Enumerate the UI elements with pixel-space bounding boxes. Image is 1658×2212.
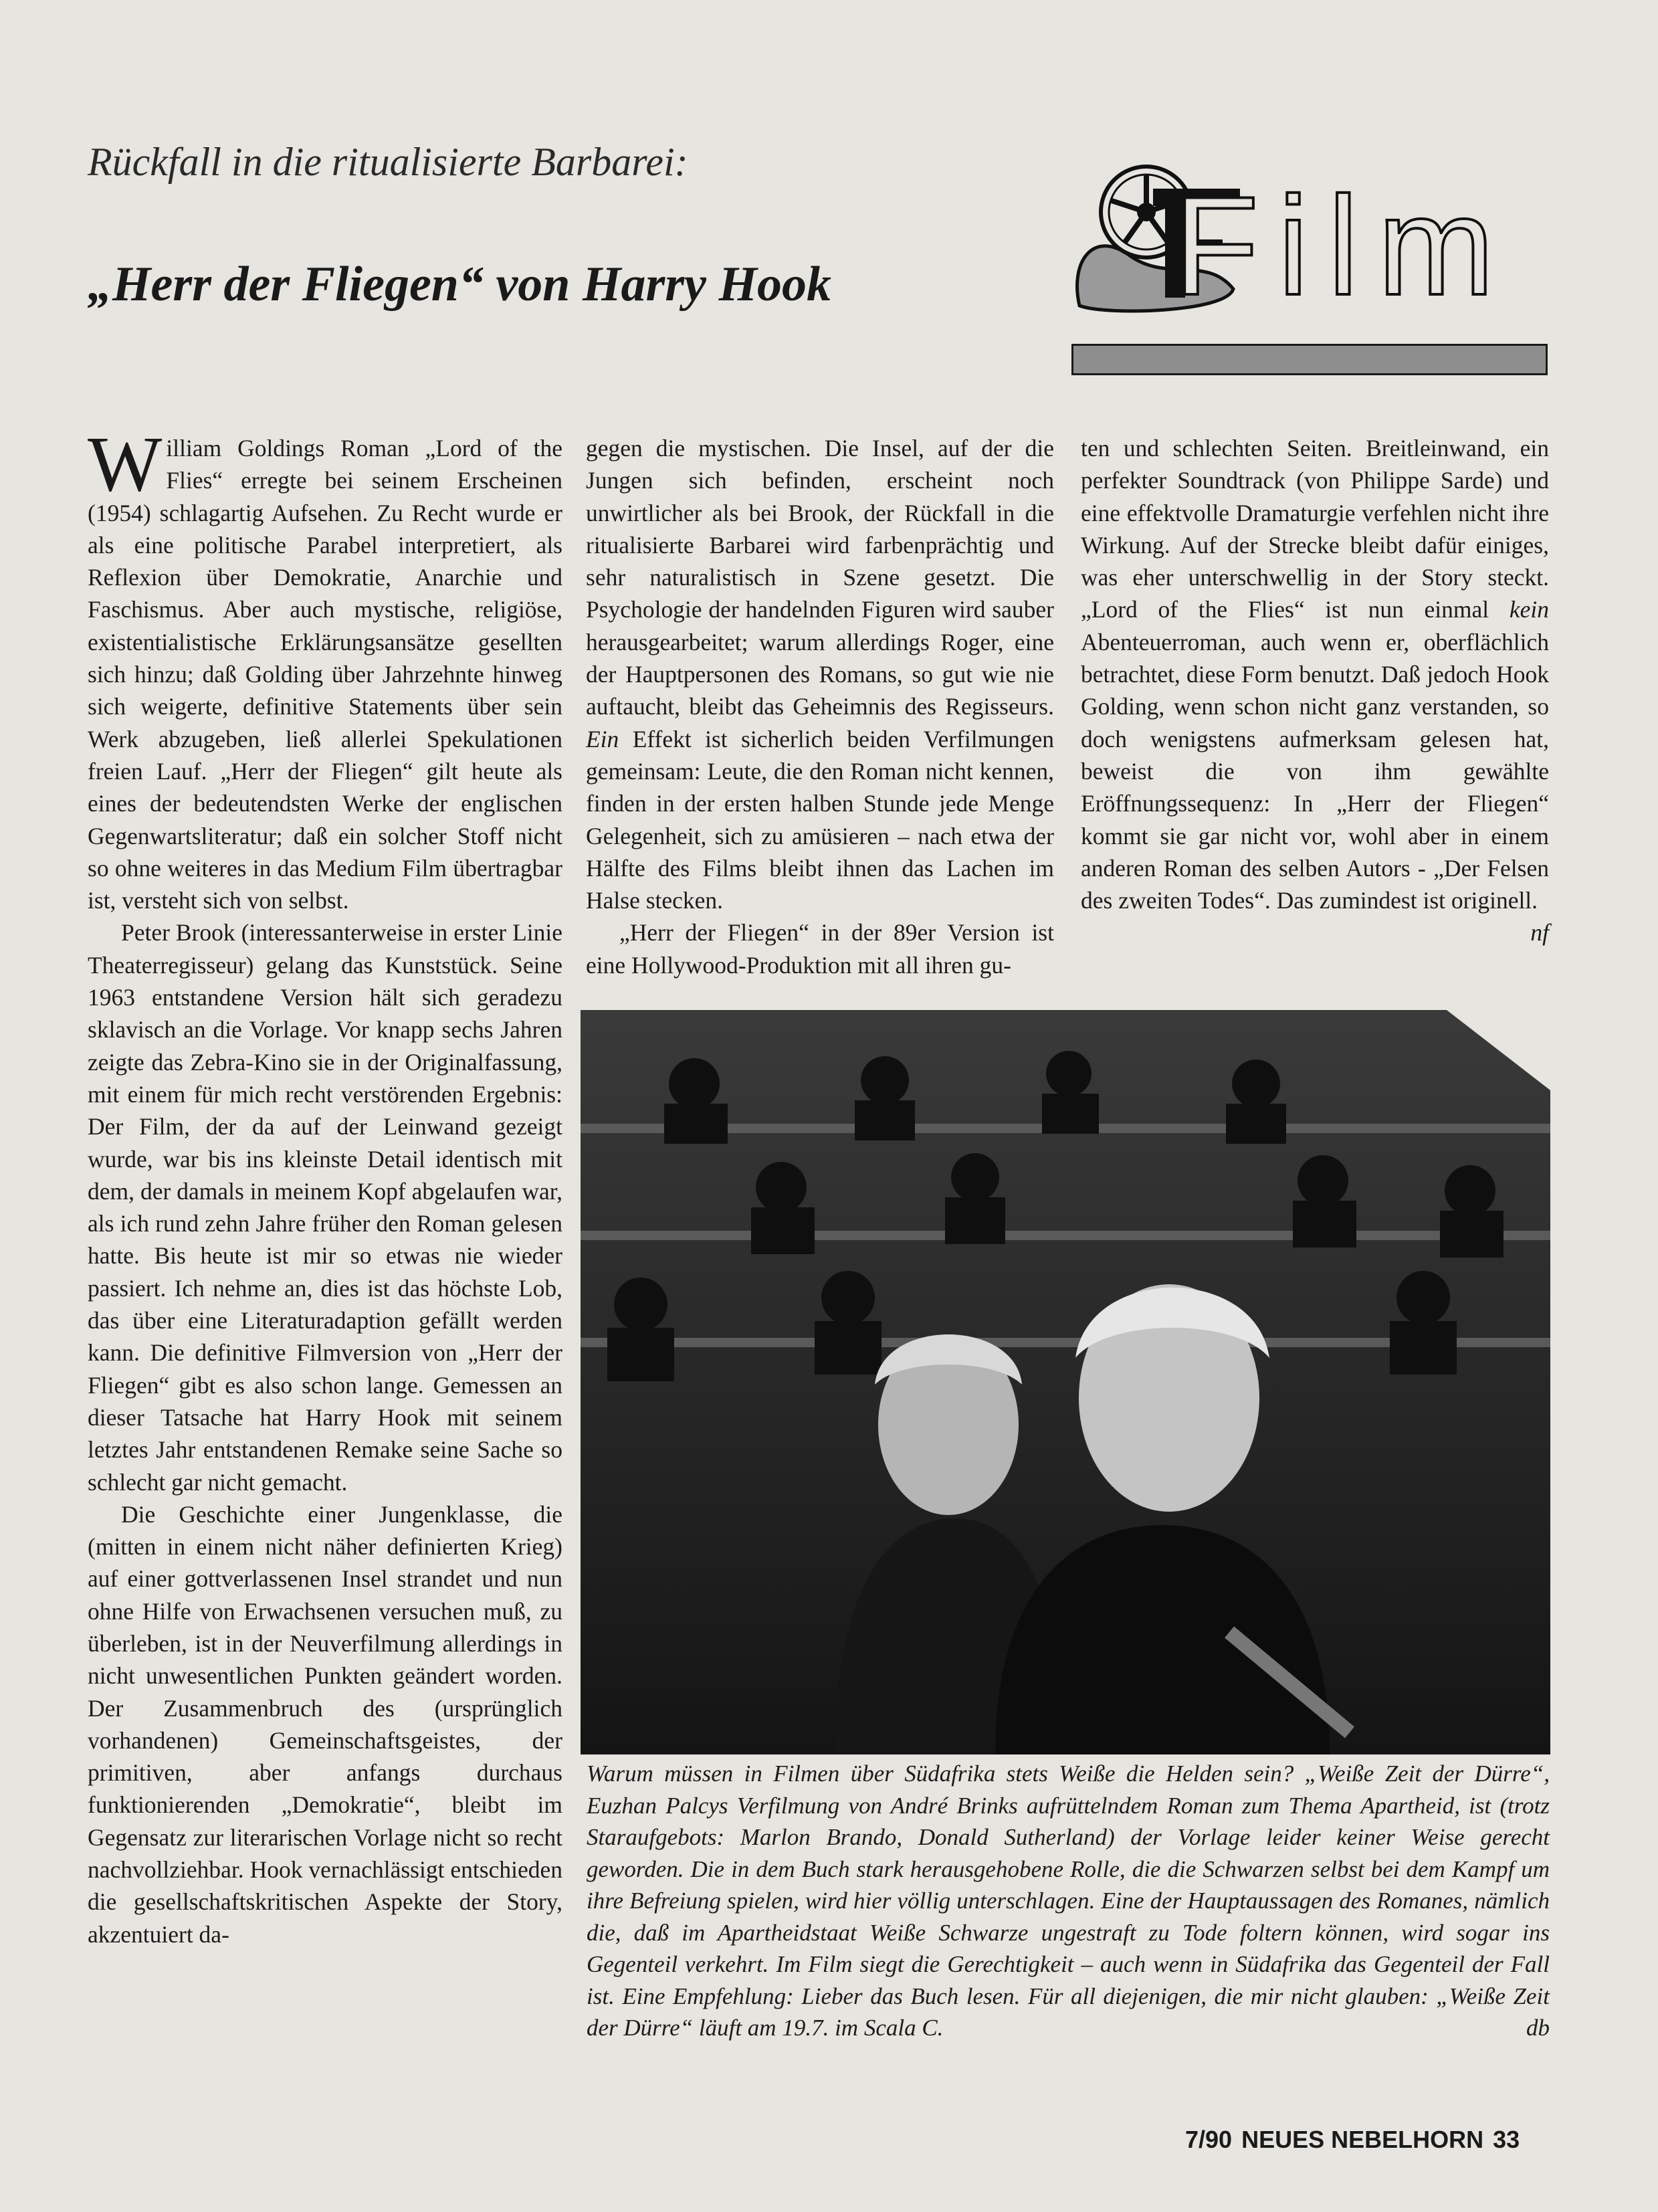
article-paragraph-6: ten und schlechten Seiten. Breitleinwand, ein perfekter Soundtrack (von Philippe Sarde) und eine effektvolle Dramaturgie verfehlen nicht ihre Wirkung. Auf der Strecke bleibt dafür einiges, was eher unterschwellig in der Story steckt. „Lord of the Flies“ ist nun einmal kein Abenteuerroman, auch wenn er, oberflächlich betrachtet, diese Form benutzt. Daß jedoch Hook Golding, wenn schon nicht ganz verstanden, so doch wenigstens aufmerksam gelesen hat, beweist die von ihm gewählte Eröffnungssequenz: In „Herr der Fliegen“ kommt sie gar nicht vor, wohl aber in einem anderen Roman des selben Autors - „Der Felsen des zweiten Todes“. Das zumindest ist originell. nf [1081,432,1549,916]
kicker: Rückfall in die ritualisierte Barbarei: [88,140,688,184]
photo-caption: Warum müssen in Filmen über Südafrika stets Weiße die Helden sein? „Weiße Zeit der Dürre“, Euzhan Palcys Verfilmung von André Brinks aufrüttelndem Roman zum Thema Apartheid, ist (trotz Staraufgebots: Marlon Brando, Donald Sutherland) der Vorlage leider keiner Weise gerecht geworden. Die in dem Buch stark herausgehobene Rolle, die die Schwarzen selbst bei dem Kampf um ihre Befreiung spielen, wird hier völlig unterschlagen. Eine der Hauptaussagen des Romanes, nämlich die, daß im Apartheidstaat Weiße Schwarze ungestraft zu Tode foltern können, wird sogar ins Gegenteil verkehrt. Im Film siegt die Gerechtigkeit – auch wenn in Südafrika das Gegenteil der Fall ist. Eine Empfehlung: Lieber das Buch lesen. Für all diejenigen, die mir nicht glauben: „Weiße Zeit der Dürre“ läuft am 19.7. im Scala C. db [587,1758,1550,2044]
logo-bar [1071,344,1548,375]
film-still-photo [581,1010,1550,1754]
caption-signature: db [1526,2015,1550,2041]
page-number: 33 [1493,2126,1520,2153]
article-column-3 [1081,432,1549,949]
article-paragraph-5: „Herr der Fliegen“ in der 89er Version ist eine Hollywood-Produktion mit all ihren gu- [586,919,1054,979]
film-logo-label: Film [1173,167,1514,322]
magazine-name: NEUES NEBELHORN [1241,2126,1484,2153]
article-paragraph-2: Peter Brook (interessanterweise in erster Linie Theaterregisseur) gelang das Kunststück. Seine 1963 entstandene Version hält sich geradezu sklavisch an die Vorlage. Vor knapp sechs Jahren zeigte das Zebra-Kino sie in der Originalfassung, mit einem für mich recht verstörenden Ergebnis: Der Film, der da auf der Leinwand gezeigt wurde, war bis ins kleinste Detail identisch mit dem, der damals in meinem Kopf abgelaufen war, als ich rund zehn Jahre früher den Roman gelesen hatte. Bis heute ist mir so etwas nie wieder passiert. Ich nehme an, dies ist das höchste Lob, das über eine Literaturadaption gefällt werden kann. Die definitive Filmversion von „Herr der Fliegen“ gibt es also schon lange. Gemessen an dieser Tatsache hat Harry Hook mit seinem letztes Jahr entstandenen Remake seine Sache so schlecht gar nicht gemacht. [88,919,562,1496]
film-logo [1066,155,1548,322]
article-paragraph-1: William Goldings Roman „Lord of the Flies“ erregte bei seinem Erscheinen (1954) schlagartig Aufsehen. Zu Recht wurde er als eine politische Parabel interpretiert, als Reflexion über Demokratie, Anarchie und Faschismus. Aber auch mystische, religiöse, existentialistische Erklärungsansätze gesellten sich hinzu; daß Golding über Jahrzehnte hinweg sich weigerte, definitive Statements über sein Werk abzugeben, ließ allerlei Spekulationen freien Lauf. „Herr der Fliegen“ gilt heute als eines der bedeutendsten Werke der englischen Gegenwartsliteratur; daß ein solcher Stoff nicht so ohne weiteres in das Medium Film übertragbar ist, versteht sich von selbst. [88,420,562,914]
article-paragraph-4: gegen die mystischen. Die Insel, auf der die Jungen sich befinden, erscheint noch unwirtlicher als bei Brook, der Rückfall in die ritualisierte Barbarei wird farbenprächtig und sehr naturalistisch in Szene gesetzt. Die Psychologie der handelnden Figuren wird sauber herausgearbeitet; warum allerdings Roger, eine der Hauptpersonen des Romans, so gut wie nie auftaucht, bleibt das Geheimnis des Regisseurs. Ein Effekt ist sicherlich beiden Verfilmungen gemeinsam: Leute, die den Roman nicht kennen, finden in der ersten halben Stunde jede Menge Gelegenheit, sich zu amüsieren – nach etwa der Hälfte des Films bleibt ihnen das Lachen im Halse stecken. [586,435,1054,914]
article-column-2 [586,432,1054,981]
page-footer [1185,2126,1520,2154]
headline: „Herr der Fliegen“ von Harry Hook [88,257,832,312]
article-paragraph-3: Die Geschichte einer Jungenklasse, die (mitten in einem nicht näher definierten Krieg) auf einer gottverlassenen Insel strandet und nun ohne Hilfe von Erwachsenen versuchen muß, zu überleben, ist in der Neuverfilmung allerdings in nicht unwesentlichen Punkten geändert worden. Der Zusammenbruch des (ursprünglich vorhandenen) Gemeinschaftsgeistes, der primitiven, aber anfangs durchaus funktionierenden „Demokratie“, bleibt im Gegensatz zur literarischen Vorlage nicht so recht nachvollziehbar. Hook vernachlässigt entschieden die gesellschaftskritischen Aspekte der Story, akzentuiert da- [88,1500,562,1948]
author-signature: nf [1530,919,1549,946]
drop-cap: W [88,420,163,508]
issue-number: 7/90 [1185,2126,1233,2153]
article-column-1 [88,420,562,1950]
